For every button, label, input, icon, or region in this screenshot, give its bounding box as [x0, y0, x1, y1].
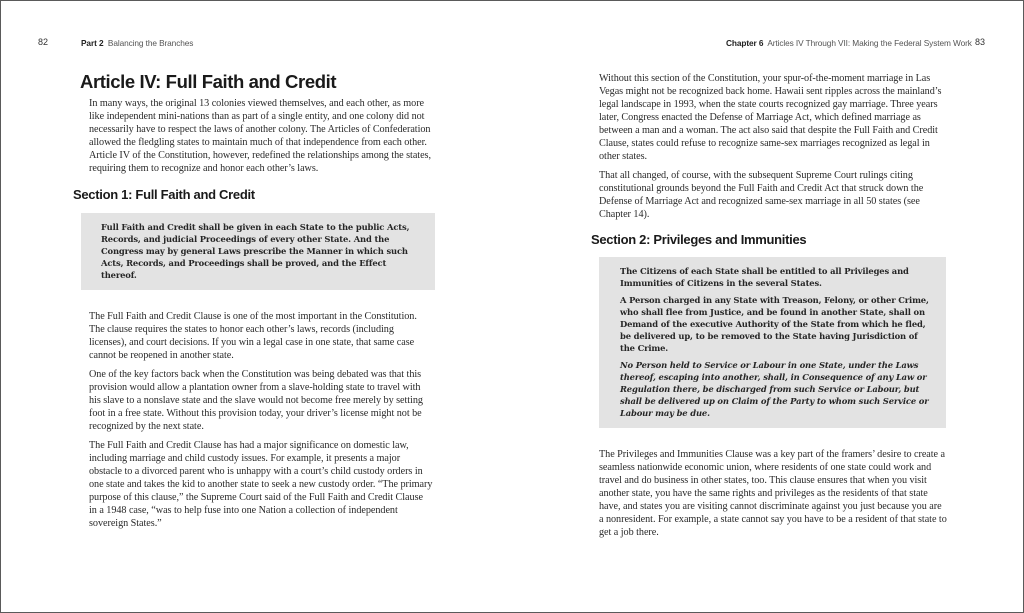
- section1-constitution-quote: [81, 213, 435, 290]
- intro-paragraph: In many ways, the original 13 colonies viewed themselves, and each other, as more like independent mini-nations than as part of a single entity, and one colony did not necessarily have to respect the laws of another colony. The Articles of Confederation allowed the fledgling states to maintain much of that independence from each other. Article IV of the Constitution, however, redefined the relationships among the states, requiring them to recognize and honor each other’s laws.: [89, 98, 431, 174]
- part-title: Balancing the Branches: [107, 38, 194, 48]
- body-paragraph: Without this section of the Constitution, your spur-of-the-moment marriage in Las Vegas might not be recognized back home. Hawaii sent ripples across the mainland’s legal landscape in 1993, when the state courts recognized gay marriage. Three years later, Congress enacted the Defense of Marriage Act, which defined marriage as between a man and a woman. The act also said that despite the Full Faith and Credit Clause, states could refuse to recognize same-sex marriages recognized as legal in other states.: [599, 73, 942, 162]
- right-page-content: [591, 72, 947, 545]
- right-running-head: [726, 38, 972, 48]
- section2-heading: Section 2: Privileges and Immunities: [591, 232, 807, 247]
- left-page-number: 82: [38, 37, 49, 47]
- right-page-number: 83: [975, 37, 986, 47]
- body-paragraph: The Full Faith and Credit Clause is one of the most important in the Constitution. The clause requires the states to honor each other’s laws, records (including licenses), and court decisions. If you win a legal case in one state, that same case cannot be reopened in another state.: [89, 311, 417, 361]
- chapter-title: Articles IV Through VII: Making the Federal System Work: [767, 38, 972, 48]
- section1-heading: Section 1: Full Faith and Credit: [73, 187, 255, 202]
- section2-constitution-quote: [599, 257, 946, 428]
- body-paragraph: The Full Faith and Credit Clause has had a major significance on domestic law, including marriage and child custody issues. For example, it presents a major obstacle to a divorced parent who is unhappy with a court’s child custody orders in one state and takes the kid to another state to seek a new custody order. “The primary purpose of this clause,” the Supreme Court said of the Full Faith and Credit Clause in a 1948 case, “was to help fuse into one Nation a collection of independent sovereign States.”: [89, 440, 433, 529]
- quote-paragraph: The Citizens of each State shall be entitled to all Privileges and Immunities of Citizens in the several States.: [620, 266, 909, 288]
- quote-paragraph: Full Faith and Credit shall be given in each State to the public Acts, Records, and judicial Proceedings of every other State. And the Congress may by general Laws prescribe the Manner in which such Acts, Records, and Proceedings shall be proved, and the Effect thereof.: [101, 222, 410, 280]
- body-paragraph: One of the key factors back when the Constitution was being debated was that this provision would allow a plantation owner from a slave-holding state to travel with his slave to a nonslave state and the slave would not become free merely by setting foot in a free state. Without this provision today, your driver’s license might not be recognized by the next state.: [89, 369, 423, 432]
- left-running-head: [81, 38, 193, 48]
- part-label: Part 2: [81, 38, 104, 48]
- chapter-label: Chapter 6: [726, 38, 764, 48]
- left-page-content: [73, 71, 433, 536]
- quote-paragraph: A Person charged in any State with Treason, Felony, or other Crime, who shall flee from Justice, and be found in another State, shall on Demand of the executive Authority of the State from which he fled, be delivered up, to be removed to the State having Jurisdiction of the Crime.: [620, 295, 929, 353]
- article-heading: Article IV: Full Faith and Credit: [80, 71, 337, 92]
- body-paragraph: The Privileges and Immunities Clause was a key part of the framers’ desire to create a seamless nationwide economic union, where residents of one state could work and travel and do business in other states, too. This clause ensures that when you visit another state, you have the same rights and privileges as the residents of that state have, and states you are visiting cannot discriminate against you just because you are a nonresident. For example, a state cannot say you have to be a resident of that state to get a job there.: [599, 449, 947, 538]
- body-paragraph: That all changed, of course, with the subsequent Supreme Court rulings citing constitutional grounds beyond the Full Faith and Credit Act that struck down the Defense of Marriage Act and recognized same-sex marriage in all 50 states (see Chapter 14).: [599, 170, 924, 220]
- quote-paragraph-italic: No Person held to Service or Labour in one State, under the Laws thereof, escaping into another, shall, in Consequence of any Law or Regulation there, be discharged from such Service or Labour, but shall be delivered up on Claim of the Party to whom such Service or Labour may be due.: [620, 360, 929, 418]
